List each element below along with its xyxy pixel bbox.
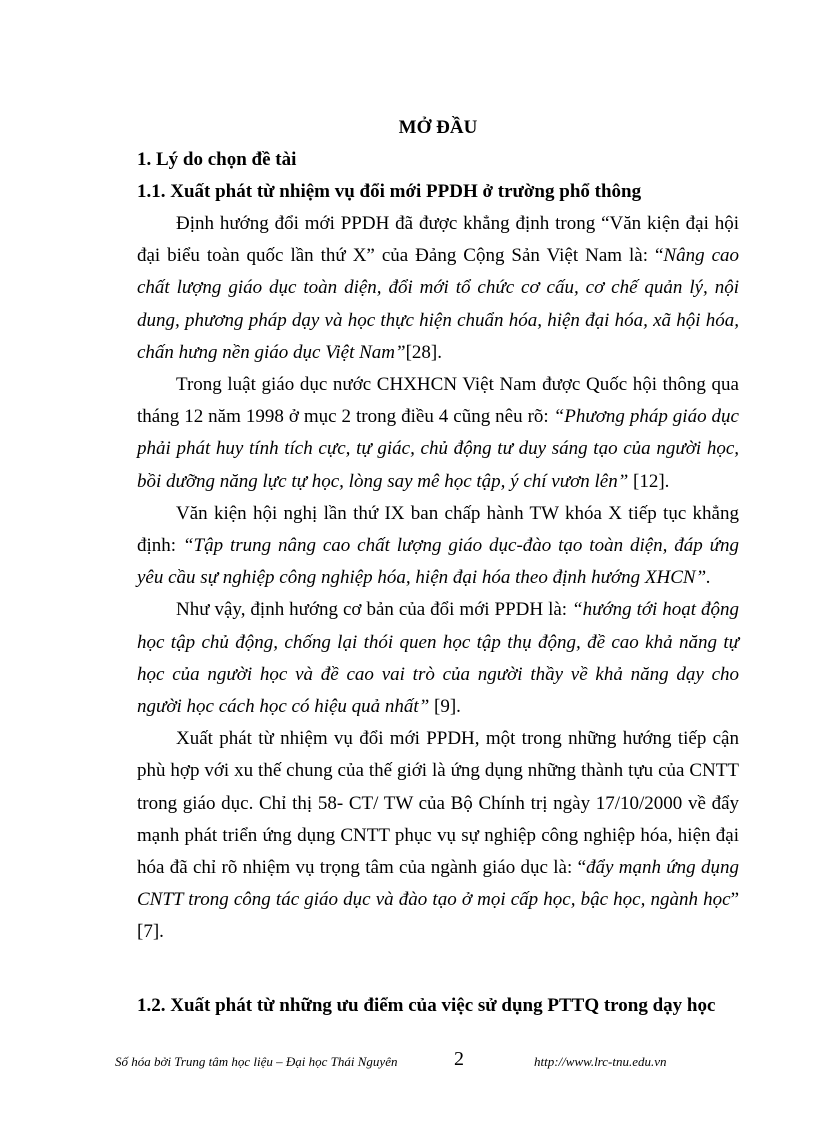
paragraph-4-text: Như vậy, định hướng cơ bản của đổi mới PPDH là: (176, 599, 573, 621)
paragraph-5 (137, 723, 739, 948)
footer-source: Số hóa bởi Trung tâm học liệu – Đại học Thái Nguyên (115, 1054, 398, 1069)
page-number: 2 (454, 1048, 464, 1070)
paragraph-5-text: Xuất phát từ nhiệm vụ đổi mới PPDH, một trong những hướng tiếp cận phù hợp với xu thế chung của thế giới là ứng dụng những thành tựu của CNTT trong giáo dục. Chỉ thị 58- CT/ TW của Bộ Chính trị ngày 17/10/2000 về đẩy mạnh phát triển ứng dụng CNTT phục vụ sự nghiệp công nghiệp hóa, hiện đại hóa đã chỉ rõ nhiệm vụ trọng tâm của ngành giáo dục là: “ (137, 728, 739, 879)
paragraph-1-quote: Nâng cao chất lượng giáo dục toàn diện, đổi mới tổ chức cơ cấu, cơ chế quản lý, nội dung, phương pháp dạy và học thực hiện chuẩn hóa, hiện đại hóa, xã hội hóa, chấn hưng nền giáo dục Việt Nam” (137, 245, 740, 363)
paragraph-1-citation: [28]. (405, 341, 442, 363)
paragraph-3 (137, 498, 739, 595)
section-heading-1-2: 1.2. Xuất phát từ những ưu điểm của việc sử dụng PTTQ trong dạy học (137, 995, 716, 1016)
paragraph-4 (137, 594, 739, 723)
footer-url: http://www.lrc-tnu.edu.vn (534, 1054, 667, 1069)
paragraph-5-citation: ” [7]. (137, 889, 739, 943)
paragraph-4-quote: “hướng tới hoạt động học tập chủ động, chống lại thói quen học tập thụ động, đề cao khả năng tự học của người học và đề cao vai trò của người thầy về khả năng dạy cho người học cách học có hiệu quả nhất” (137, 599, 739, 718)
paragraph-2-text: Trong luật giáo dục nước CHXHCN Việt Nam được Quốc hội thông qua tháng 12 năm 1998 ở mục 2 trong điều 4 cũng nêu rõ: (137, 374, 739, 428)
paragraph-1 (137, 208, 739, 369)
paragraph-4-citation: [9]. (429, 696, 461, 718)
paragraph-3-quote: “Tập trung nâng cao chất lượng giáo dục-đào tạo toàn diện, đáp ứng yêu cầu sự nghiệp công nghiệp hóa, hiện đại hóa theo định hướng XHCN”. (137, 535, 740, 589)
paragraph-2 (137, 369, 739, 498)
paragraph-5-quote: đẩy mạnh ứng dụng CNTT trong công tác giáo dục và đào tạo ở mọi cấp học, bậc học, ngành học (137, 857, 739, 911)
paragraph-2-quote: “Phương pháp giáo dục phải phát huy tính tích cực, tự giác, chủ động tư duy sáng tạo của người học, bồi dưỡng năng lực tự học, lòng say mê học tập, ý chí vươn lên” (137, 406, 739, 492)
paragraph-1-text: Định hướng đổi mới PPDH đã được khẳng định trong “Văn kiện đại hội đại biểu toàn quốc lần thứ X” của Đảng Cộng Sản Việt Nam là: “ (137, 213, 739, 267)
document-body (137, 112, 740, 1016)
paragraph-2-citation: [12]. (628, 470, 670, 492)
paragraph-3-text: Văn kiện hội nghị lần thứ IX ban chấp hành TW khóa X tiếp tục khẳng định: (137, 502, 739, 557)
page-footer (0, 1048, 816, 1078)
page-title: MỞ ĐẦU (398, 117, 478, 138)
section-heading-1: 1. Lý do chọn đề tài (137, 149, 297, 170)
section-heading-1-1: 1.1. Xuất phát từ nhiệm vụ đổi mới PPDH ở trường phổ thông (137, 181, 642, 202)
